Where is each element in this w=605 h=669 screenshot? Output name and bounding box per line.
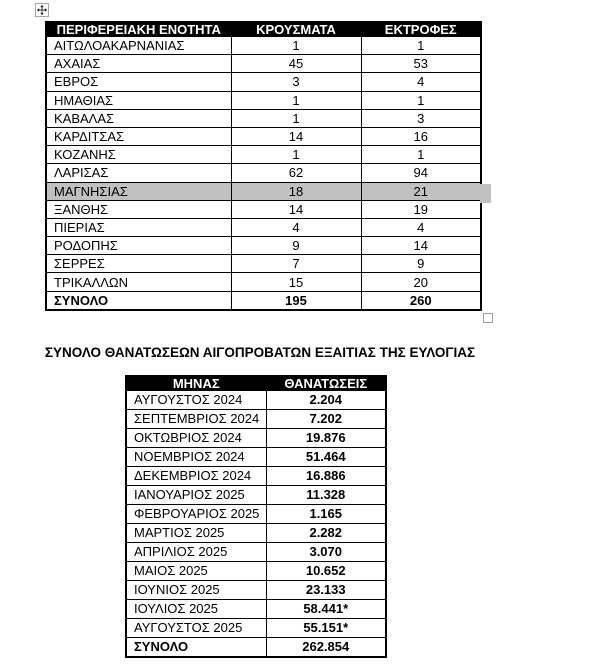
mortality-table-row [126,447,386,466]
deaths-cell: 11.328 [266,485,386,504]
region-cell: ΡΟΔΟΠΗΣ [46,237,231,255]
deaths-cell: 55.151* [266,618,386,637]
deaths-cell: 2.282 [266,523,386,542]
month-cell: ΔΕΚΕΜΒΡΙΟΣ 2024 [126,466,266,485]
cases-cell: 3 [231,73,361,91]
total-label-cell: ΣΥΝΟΛΟ [126,637,266,657]
month-cell: ΜΑΡΤΙΟΣ 2025 [126,523,266,542]
total-deaths-cell: 262.854 [266,637,386,657]
regional-table-row [46,182,481,200]
cases-cell: 18 [231,182,361,200]
month-cell: ΑΥΓΟΥΣΤΟΣ 2024 [126,391,266,410]
region-cell: ΕΒΡΟΣ [46,73,231,91]
cases-cell: 14 [231,127,361,145]
deaths-cell: 58.441* [266,599,386,618]
farms-cell: 9 [361,255,481,273]
month-cell: ΟΚΤΩΒΡΙΟΣ 2024 [126,428,266,447]
month-cell: ΑΥΓΟΥΣΤΟΣ 2025 [126,618,266,637]
farms-cell: 16 [361,127,481,145]
mortality-table-row [126,409,386,428]
mortality-table-row [126,618,386,637]
mortality-table-header-row [126,376,386,391]
farms-cell: 20 [361,273,481,291]
regional-table-row [46,91,481,109]
farms-cell: 4 [361,73,481,91]
month-cell: ΑΠΡΙΛΙΟΣ 2025 [126,542,266,561]
month-cell: ΝΟΕΜΒΡΙΟΣ 2024 [126,447,266,466]
move-arrows-icon [37,5,47,15]
cases-cell: 1 [231,37,361,55]
regional-table-row [46,164,481,182]
region-cell: ΜΑΓΝΗΣΙΑΣ [46,182,231,200]
month-cell: ΙΟΥΝΙΟΣ 2025 [126,580,266,599]
mortality-table-row [126,561,386,580]
deaths-cell: 51.464 [266,447,386,466]
month-cell: ΦΕΒΡΟΥΑΡΙΟΣ 2025 [126,504,266,523]
deaths-cell: 23.133 [266,580,386,599]
farms-cell: 94 [361,164,481,182]
deaths-cell: 10.652 [266,561,386,580]
region-cell: ΑΙΤΩΛΟΑΚΑΡΝΑΝΙΑΣ [46,37,231,55]
deaths-cell: 7.202 [266,409,386,428]
regional-table-row [46,55,481,73]
farms-cell: 53 [361,55,481,73]
regional-table-row [46,218,481,236]
farms-cell: 1 [361,91,481,109]
row-highlight-spillover [480,184,491,203]
cases-cell: 1 [231,91,361,109]
regional-table-row [46,255,481,273]
deaths-cell: 1.165 [266,504,386,523]
region-cell: ΚΑΡΔΙΤΣΑΣ [46,127,231,145]
region-cell: ΣΕΡΡΕΣ [46,255,231,273]
column-header-farms: ΕΚΤΡΟΦΕΣ [361,22,481,37]
farms-cell: 4 [361,218,481,236]
region-cell: ΠΙΕΡΙΑΣ [46,218,231,236]
region-cell: ΚΟΖΑΝΗΣ [46,146,231,164]
regional-table-row [46,237,481,255]
month-cell: ΙΟΥΛΙΟΣ 2025 [126,599,266,618]
mortality-table-row [126,523,386,542]
deaths-cell: 3.070 [266,542,386,561]
cases-cell: 9 [231,237,361,255]
mortality-table-row [126,542,386,561]
cases-cell: 7 [231,255,361,273]
mortality-table-row [126,391,386,410]
deaths-cell: 2.204 [266,391,386,410]
regional-table-row [46,109,481,127]
mortality-table-row [126,466,386,485]
mortality-table-total-row [126,637,386,657]
total-label-cell: ΣΥΝΟΛΟ [46,291,231,310]
regional-cases-table [45,21,482,311]
regional-table-row [46,37,481,55]
cases-cell: 15 [231,273,361,291]
regional-table-total-row [46,291,481,310]
region-cell: ΑΧΑΙΑΣ [46,55,231,73]
table-resize-handle[interactable] [483,313,493,323]
farms-cell: 1 [361,37,481,55]
total-farms-cell: 260 [361,291,481,310]
month-cell: ΣΕΠΤΕΜΒΡΙΟΣ 2024 [126,409,266,428]
cases-cell: 62 [231,164,361,182]
farms-cell: 3 [361,109,481,127]
column-header-regional-unit: ΠΕΡΙΦΕΡΕΙΑΚΗ ΕΝΟΤΗΤΑ [46,22,231,37]
farms-cell: 19 [361,200,481,218]
column-header-cases: ΚΡΟΥΣΜΑΤΑ [231,22,361,37]
region-cell: ΚΑΒΑΛΑΣ [46,109,231,127]
mortality-table-row [126,504,386,523]
mortality-table [125,375,387,658]
region-cell: ΤΡΙΚΑΛΛΩΝ [46,273,231,291]
total-cases-cell: 195 [231,291,361,310]
cases-cell: 1 [231,109,361,127]
farms-cell: 21 [361,182,481,200]
regional-table-header-row [46,22,481,37]
cases-cell: 4 [231,218,361,236]
deaths-cell: 16.886 [266,466,386,485]
regional-table-row [46,146,481,164]
mortality-table-row [126,599,386,618]
mortality-table-row [126,485,386,504]
cases-cell: 45 [231,55,361,73]
farms-cell: 14 [361,237,481,255]
region-cell: ΞΑΝΘΗΣ [46,200,231,218]
mortality-table-row [126,580,386,599]
cases-cell: 1 [231,146,361,164]
mortality-table-row [126,428,386,447]
farms-cell: 1 [361,146,481,164]
table-move-handle[interactable] [35,3,49,17]
column-header-deaths: ΘΑΝΑΤΩΣΕΙΣ [266,376,386,391]
regional-table-row [46,273,481,291]
column-header-month: ΜΗΝΑΣ [126,376,266,391]
regional-table-row [46,200,481,218]
region-cell: ΗΜΑΘΙΑΣ [46,91,231,109]
regional-table-row [46,127,481,145]
mortality-section-title: ΣΥΝΟΛΟ ΘΑΝΑΤΩΣΕΩΝ ΑΙΓΟΠΡΟΒΑΤΩΝ ΕΞΑΙΤΙΑΣ ΤΗΣ ΕΥΛΟΓΙΑΣ [44,345,476,360]
month-cell: ΜΑΙΟΣ 2025 [126,561,266,580]
region-cell: ΛΑΡΙΣΑΣ [46,164,231,182]
month-cell: ΙΑΝΟΥΑΡΙΟΣ 2025 [126,485,266,504]
deaths-cell: 19.876 [266,428,386,447]
regional-table-row [46,73,481,91]
cases-cell: 14 [231,200,361,218]
